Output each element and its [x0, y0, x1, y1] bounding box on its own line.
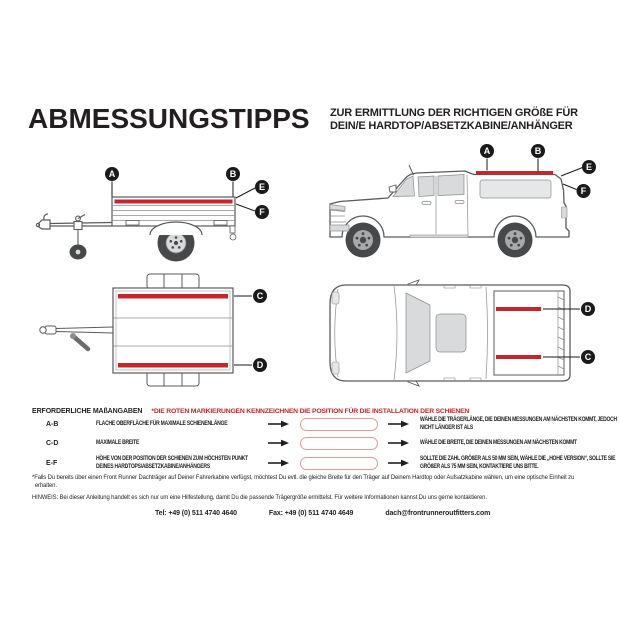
rail-position-stripe — [118, 363, 228, 368]
arrow-right-icon — [268, 459, 290, 467]
rail-position-stripe — [496, 355, 541, 359]
marker-e — [236, 180, 269, 198]
marker-e — [561, 160, 596, 176]
arrow-right-icon — [268, 420, 290, 428]
arrow-right-icon — [388, 439, 410, 447]
measurement-row-ab — [46, 414, 617, 434]
marker-c — [234, 289, 267, 303]
marker-f — [563, 184, 591, 198]
svg-text:E: E — [585, 162, 593, 173]
measurement-description: FLACHE OBERFLÄCHE FÜR MAXIMALE SCHIENENLÄNGE — [96, 420, 228, 428]
measurement-value-box — [300, 457, 378, 470]
svg-text:A: A — [483, 146, 491, 157]
measurement-range-label: E-F — [46, 459, 58, 467]
trailer-side-view-diagram — [28, 148, 286, 274]
measurement-range-label: A-B — [46, 420, 59, 428]
arrow-right-icon — [388, 420, 410, 428]
contact-fax: Fax: +49 (0) 511 4740 4649 — [268, 510, 354, 517]
rail-position-stripe — [496, 307, 541, 311]
arrow-right-icon — [268, 439, 290, 447]
subtitle-line-1: ZUR ERMITTLUNG DER RICHTIGEN GRÖßE FÜR — [330, 107, 578, 119]
rail-position-stripe — [476, 171, 553, 175]
jockey-wheel — [70, 215, 87, 260]
truck-top-view-diagram — [318, 272, 606, 394]
measurement-instruction: WÄHLE DIE TRÄGERLÄNGE, DIE DEINEN MESSUNGEN AM NÄCHSTEN KOMMT, JEDOCH NICHT LÄNGER IST ALS — [420, 416, 617, 431]
page-title: ABMESSUNGSTIPPS — [28, 103, 310, 134]
truck-side-view-diagram — [318, 140, 606, 270]
page-subtitle — [330, 107, 578, 133]
marker-b — [226, 167, 240, 197]
marker-d — [234, 358, 267, 372]
svg-text:D: D — [584, 304, 592, 315]
measurement-description: MAXIMALE BREITE — [96, 439, 140, 447]
trailer-tongue-top — [40, 326, 113, 349]
marker-a — [105, 167, 119, 197]
roof-rack-footnote: *Falls Du bereits über einen Front Runner Dachträger auf Deiner Fahrerkabine verfügst, möchtest Du evtl. die gleiche Breite für den Träger auf Deinem Hardtop oder Aufsatzkabine wählen, um eine optische Einheit zu erhalten. — [32, 474, 575, 489]
red-markings-legend: *DIE ROTEN MARKIERUNGEN KENNZEICHNEN DIE POSITION FÜR DIE INSTALLATION DER SCHIENEN — [151, 408, 470, 415]
truck-rear-wheel — [498, 223, 533, 258]
hint-note: HINWEIS: Bei dieser Anleitung handelt es sich nur um eine Hilfestellung, damit Du die passende Trägergröße ermittelst. Für weitere Informationen kannst Du uns gerne kontaktieren. — [32, 494, 487, 501]
trailer-top-view-diagram — [28, 270, 286, 390]
contact-info — [155, 510, 490, 517]
measurement-description: HÖHE VON DER POSITION DER SCHIENEN ZUM HÖCHSTEN PUNKT DEINES HARDTOPS/ABSETZKABINE/ANHÄNGERS — [96, 455, 248, 470]
measurement-range-label: C-D — [46, 439, 59, 447]
measurement-instruction: SOLLTE DIE ZAHL GRÖßER ALS 50 MM SEIN, WÄHLE DIE „HOHE VERSION“, SOLLTE SIE GRÖßER ALS 75 MM SEIN, KONTAKTIERE UNS BITTE. — [420, 455, 616, 470]
measurement-row-cd — [46, 436, 612, 450]
svg-text:C: C — [256, 291, 264, 302]
svg-text:B: B — [229, 169, 237, 180]
rail-position-stripe — [115, 200, 233, 204]
svg-text:B: B — [534, 146, 542, 157]
marker-b — [531, 144, 545, 171]
svg-text:C: C — [584, 352, 592, 363]
svg-text:E: E — [258, 182, 266, 193]
subtitle-line-2: DEIN/E HARDTOP/ABSETZKABINE/ANHÄNGER — [330, 120, 573, 132]
svg-text:A: A — [108, 169, 116, 180]
marker-a — [480, 144, 494, 171]
contact-tel: Tel: +49 (0) 511 4740 4640 — [155, 510, 237, 517]
contact-email: dach@frontrunneroutfitters.com — [385, 510, 491, 517]
trailer-body-top — [113, 288, 233, 373]
measurements-heading: ERFORDERLICHE MAßANGABEN — [32, 408, 143, 415]
svg-text:F: F — [580, 186, 587, 197]
truck-front-wheel — [346, 223, 381, 258]
rail-position-stripe — [118, 294, 228, 299]
arrow-right-icon — [388, 459, 410, 467]
svg-text:D: D — [256, 360, 264, 371]
measurement-row-ef — [46, 450, 616, 476]
truck-bed-top — [494, 291, 564, 375]
measurement-instruction: WÄHLE DIE BREITE, DIE DEINEN MESSUNGEN AM NÄCHSTEN KOMMT — [420, 439, 577, 447]
svg-text:F: F — [259, 207, 265, 218]
measurement-value-box — [300, 418, 378, 431]
marker-f — [236, 204, 269, 219]
measurement-value-box — [300, 437, 378, 450]
